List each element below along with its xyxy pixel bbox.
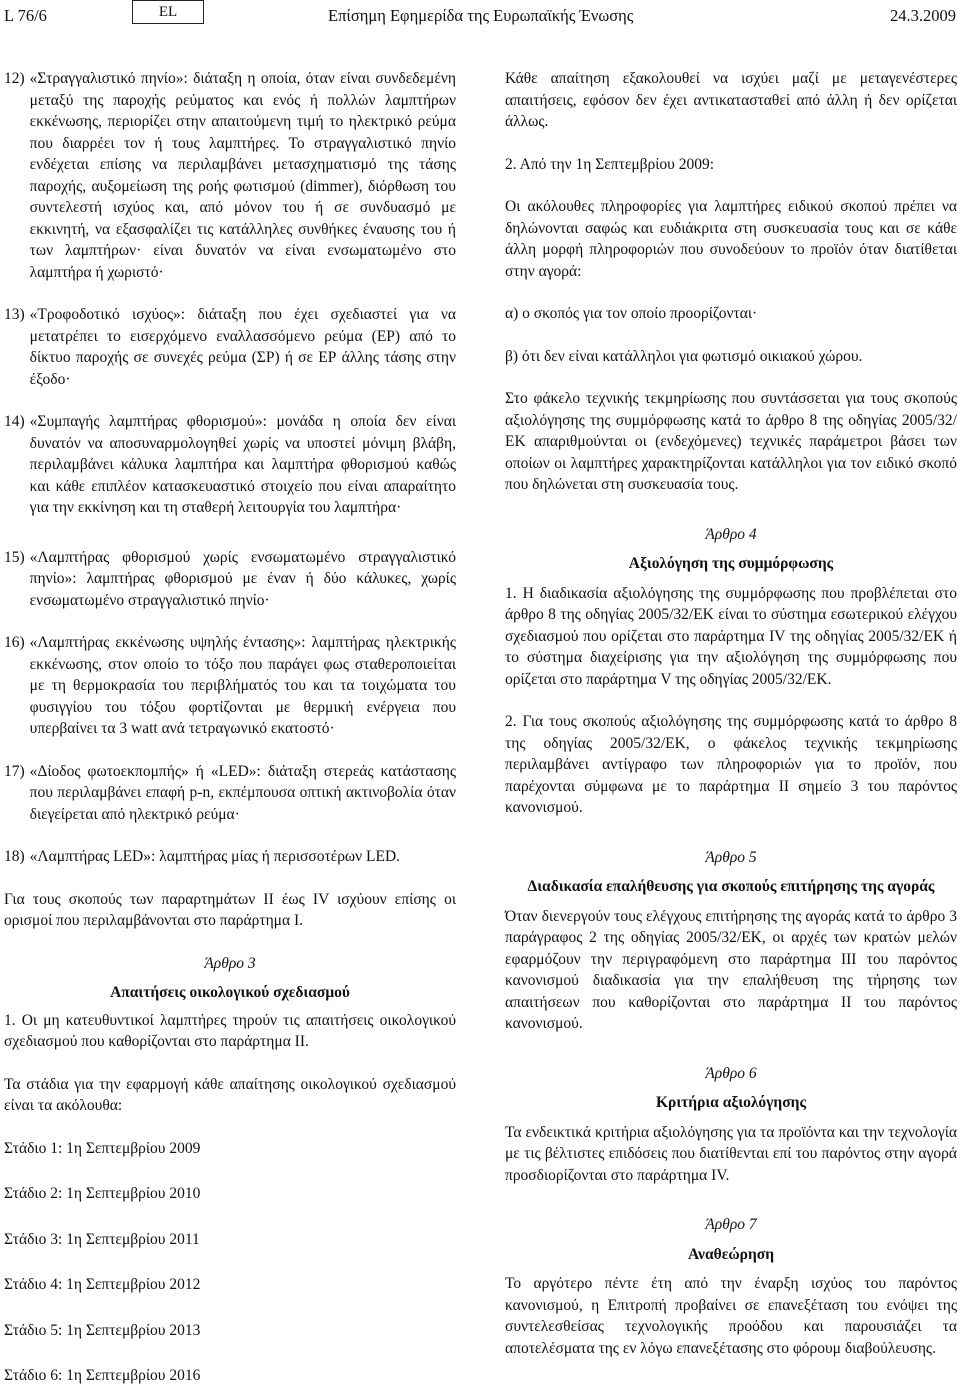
stage-2: Στάδιο 2: 1η Σεπτεμβρίου 2010 [4,1185,201,1202]
article-7-title: Αναθεώρηση [688,1245,774,1263]
definition-text: «Τροφοδοτικό ισχύος»: διάταξη που έχει σχεδιαστεί για να μετατρέπει το εισερχόμενο εναλλασσόμενο ρεύμα (ΕΡ) από το δίκτυο παροχής σε συνεχές ρεύμα (ΣΡ) ή σε ΕΡ άλλης τάσης στην έξοδο· [29,306,456,388]
list-item-a: α) ο σκοπός για τον οποίο προορίζονται· [505,305,758,322]
definition-12 [4,68,456,283]
article-6-title: Κριτήρια αξιολόγησης [655,1094,807,1111]
definition-text: «Συμπαγής λαμπτήρας φθορισμού»: μονάδα η οποία δεν είναι δυνατόν να αποσυναρμολογηθεί χωρίς να υποστεί μόνιμη βλάβη, περιλαμβάνει κάλυκα λαμπτήρα και λαμπτήρα φθορισμού καθώς και κάθε επιπλέον κατασκευαστικό στοιχείο που είναι απαραίτητο για την εκκίνηση και τη σταθερή λειτουργία του λαμπτήρα· [29,413,456,516]
article-7-label: Άρθρο 7 [705,1216,757,1233]
definition-text: «Λαμπτήρας εκκένωσης υψηλής έντασης»: λαμπτήρας ηλεκτρικής εκκένωσης, στον οποίο το τόξο που παράγει φως σταθεροποιείται με τη θερμοκρασία του περιβλήματός του και τα τοιχώματα του φυσιγγίου του τόξου φορτίζονται με θερμική ενέργεια που υπερβαίνει τα 3 watt ανά τετραγωνικό εκατοστό· [29,634,456,737]
stage-3: Στάδιο 3: 1η Σεπτεμβρίου 2011 [4,1230,200,1248]
article-4-paragraph-1: 1. Η διαδικασία αξιολόγησης της συμμόρφωσης που προβλέπεται στο άρθρο 8 της οδηγίας 2005/32/ΕΚ είναι το σύστημα εσωτερικού ελέγχου σχεδιασμού που ορίζεται στο παράρτημα IV της οδηγίας 2005/32/ΕΚ ή το σύστημα διαχείρισης για την αξιολόγηση της συμμόρφωσης που ορίζεται στο παράρτημα V της οδηγίας 2005/32/ΕΚ. [505,584,957,688]
article-6-label: Άρθρο 6 [705,1064,757,1082]
stage-6: Στάδιο 6: 1η Σεπτεμβρίου 2016 [4,1367,201,1384]
definition-text: «Λαμπτήρας φθορισμού χωρίς ενσωματωμένο στραγγαλιστικό πηνίο»: λαμπτήρας φθορισμού με έναν ή δύο κάλυκες, χωρίς ενσωματωμένο στραγγαλιστικό πηνίο· [29,548,456,609]
definition-number: 13) [4,306,25,323]
article-3-paragraph-1: 1. Οι μη κατευθυντικοί λαμπτήρες τηρούν τις απαιτήσεις οικολογικού σχεδιασμού που καθορίζονται στο παράρτημα II. [4,1011,456,1050]
page-ref: L 76/6 [4,6,47,25]
article-4-title: Αξιολόγηση της συμμόρφωσης [628,555,834,572]
article-5-paragraph: Όταν διενεργούν τους ελέγχους επιτήρησης της αγοράς κατά το άρθρο 3 παράγραφος 2 της οδηγίας 2005/32/ΕΚ, οι αρχές των κρατών μελών εφαρμόζουν την περιγραφόμενη στο παράρτημα III του παρόντος κανονισμού διαδικασία για την επαλήθευση της τήρησης των απαιτήσεων που καθορίζονται στο παράρτημα II του παρόντος κανονισμού. [505,907,957,1032]
definition-16 [4,632,456,740]
publication-date: 24.3.2009 [890,6,956,25]
journal-title: Επίσημη Εφημερίδα της Ευρωπαϊκής Ένωσης [328,6,634,25]
list-item-b: β) ότι δεν είναι κατάλληλοι για φωτισμό οικιακού χώρου. [505,347,863,365]
definition-14 [4,411,456,519]
article-4-label: Άρθρο 4 [705,525,757,543]
paragraph-2-body: Οι ακόλουθες πληροφορίες για λαμπτήρες ειδικού σκοπού πρέπει να δηλώνονται σαφώς και ευδιάκριτα στη συσκευασία τους και σε κάθε άλλη μορφή πληροφοριών που συνοδεύουν το προϊόν όταν διατίθεται στην αγορά: [505,198,957,280]
language-badge: EL [132,0,204,24]
right-column [505,68,957,1359]
continuation-paragraph: Κάθε απαίτηση εξακολουθεί να ισχύει μαζί με μεταγενέστερες απαιτήσεις, εφόσον δεν έχει αντικατασταθεί από άλλη ή δεν ορίζεται άλλως. [505,70,957,130]
stage-1: Στάδιο 1: 1η Σεπτεμβρίου 2009 [4,1139,201,1157]
definition-number: 18) [4,848,25,865]
definition-17 [4,761,456,826]
left-column [4,68,456,1387]
article-6-paragraph: Τα ενδεικτικά κριτήρια αξιολόγησης για τα προϊόντα και την τεχνολογία με τις βέλτιστες επιδόσεις που διατίθενται επί του παρόντος στην αγορά προσδιορίζονται στο παράρτημα IV. [505,1123,957,1184]
definition-number: 14) [4,413,25,430]
definition-number: 12) [4,70,25,87]
article-3-title: Απαιτήσεις οικολογικού σχεδιασμού [110,984,350,1001]
article-4-paragraph-2: 2. Για τους σκοπούς αξιολόγησης της συμμόρφωσης κατά το άρθρο 8 της οδηγίας 2005/32/ΕΚ, ο φάκελος τεχνικής τεκμηρίωσης περιλαμβάνει αντίγραφο των πληροφοριών για το προϊόν, που παρέχονται σύμφωνα με το παράρτημα II σημείο 3 του παρόντος κανονισμού. [505,713,957,816]
definition-text: «Στραγγαλιστικό πηνίο»: διάταξη η οποία, όταν είναι συνδεδεμένη μεταξύ της παροχής ρεύματος και ενός ή πολλών λαμπτήρων εκκένωσης, περιορίζει στην απαιτούμενη τιμή το ηλεκτρικό ρεύμα που διαρρέει τον ή τους λαμπτήρες. Το στραγγαλιστικό πηνίο ενδέχεται επίσης να περιλαμβάνει μετασχηματισμό της τάσης παροχής, αυξομείωση της ροής φωτισμού (dimmer), διόρθωση του συντελεστή ισχύος και, από μόνον του ή σε συνδυασμό με εκκινητή, να εξασφαλίζει τις κατάλληλες συνθήκες έναυσης του ή των λαμπτήρων· είναι δυνατόν να είναι ενσωματωμένο στο λαμπτήρα ή χωριστό· [29,70,456,281]
stage-5: Στάδιο 5: 1η Σεπτεμβρίου 2013 [4,1321,201,1339]
definition-18 [4,846,456,868]
definition-number: 15) [4,548,25,566]
definition-number: 16) [4,634,25,651]
article-3-paragraph-2: Τα στάδια για την εφαρμογή κάθε απαίτησης οικολογικού σχεδιασμού είναι τα ακόλουθα: [4,1075,456,1114]
article-5-label: Άρθρο 5 [705,848,757,866]
technical-file-paragraph: Στο φάκελο τεχνικής τεκμηρίωσης που συντάσσεται για τους σκοπούς αξιολόγησης της συμμόρφωσης κατά το άρθρο 8 της οδηγίας 2005/32/ΕΚ απαριθμούνται οι (ενδεχόμενες) τεχνικές παράμετροι βάσει των οποίων οι λαμπτήρες χαρακτηρίζονται κατάλληλοι για τον ειδικό σκοπό που δηλώνεται στη συσκευασία τους. [505,390,957,493]
stage-4: Στάδιο 4: 1η Σεπτεμβρίου 2012 [4,1276,201,1293]
annex-note: Για τους σκοπούς των παραρτημάτων II έως IV ισχύουν επίσης οι ορισμοί που περιλαμβάνονται στο παράρτημα I. [4,890,456,929]
page-header [0,0,960,34]
article-7-paragraph: Το αργότερο πέντε έτη από την έναρξη ισχύος του παρόντος κανονισμού, η Επιτροπή προβαίνει σε επανεξέταση του ενόψει της συντελεσθείσας τεχνολογικής προόδου και παρουσιάζει τα αποτελέσματα της εν λόγω επανεξέτασης στο φόρουμ διαβούλευσης. [505,1275,957,1357]
definition-number: 17) [4,762,25,780]
definition-text: «Δίοδος φωτοεκπομπής» ή «LED»: διάταξη στερεάς κατάστασης που περιλαμβάνει επαφή p-n, εκπέμπουσα οπτική ακτινοβολία όταν διεγείρεται από ηλεκτρικό ρεύμα· [29,762,456,823]
article-5-title: Διαδικασία επαλήθευσης για σκοπούς επιτήρησης της αγοράς [527,878,935,895]
definition-text: «Λαμπτήρας LED»: λαμπτήρας μίας ή περισσοτέρων LED. [29,848,401,865]
paragraph-2-heading: 2. Από την 1η Σεπτεμβρίου 2009: [505,155,715,173]
definition-13 [4,304,456,390]
article-3-label: Άρθρο 3 [204,954,256,972]
definition-15 [4,547,456,612]
